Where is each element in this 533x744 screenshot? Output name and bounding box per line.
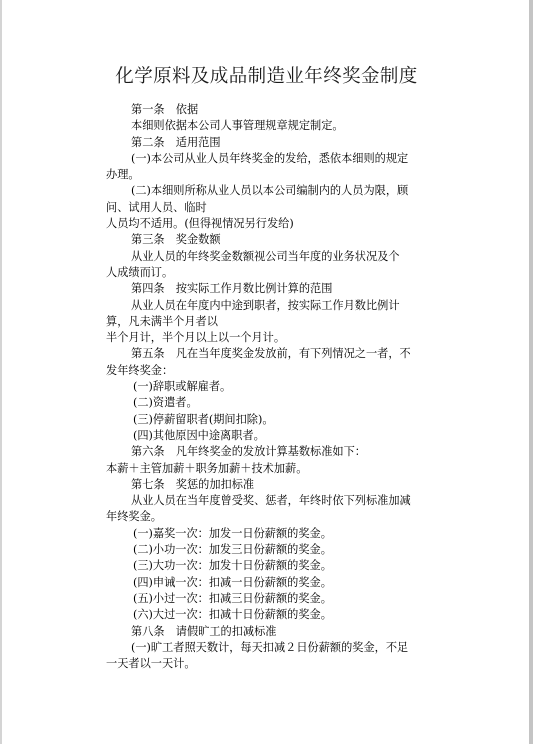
body-line: 发年终奖金： bbox=[106, 363, 174, 377]
body-line: 从业人员在年度内中途到职者，按实际工作月数比例计 bbox=[131, 298, 400, 312]
body-line: 本细则依据本公司人事管理规章规定制定。 bbox=[131, 119, 344, 133]
body-line: 第二条 适用范围 bbox=[131, 135, 221, 149]
body-line: 第三条 奖金数额 bbox=[131, 233, 221, 247]
body-line: 问、试用人员、临时 bbox=[106, 200, 207, 214]
body-line: (二)本细则所称从业人员以本公司编制内的人员为限，顾 bbox=[131, 184, 409, 198]
body-line: (一)辞职或解雇者。 bbox=[133, 380, 232, 394]
body-line: 从业人员的年终奖金数额视公司当年度的业务状况及个 bbox=[131, 249, 400, 263]
body-line: 办理。 bbox=[106, 168, 140, 182]
body-line: (二)资遣者。 bbox=[133, 396, 198, 410]
page-edge-left bbox=[0, 0, 2, 744]
body-line: (四)其他原因中途离职者。 bbox=[133, 428, 265, 442]
body-line: 半个月计，半个月以上以一个月计。 bbox=[106, 331, 286, 345]
body-line: 一天者以一天计。 bbox=[106, 657, 196, 671]
body-line: 人成绩而订。 bbox=[106, 265, 174, 279]
document-body bbox=[106, 102, 446, 672]
body-line: 第四条 按实际工作月数比例计算的范围 bbox=[131, 282, 333, 296]
body-line: 第七条 奖惩的加扣标准 bbox=[131, 477, 255, 491]
body-line: (二)小功一次：加发三日份薪额的奖金。 bbox=[133, 543, 332, 557]
body-line: (三)停薪留职者(期间扣除)。 bbox=[133, 412, 274, 426]
body-line: (六)大过一次：扣减十日份薪额的奖金。 bbox=[133, 608, 332, 622]
body-line: (一)本公司从业人员年终奖金的发给，悉依本细则的规定 bbox=[131, 151, 409, 165]
body-line: 人员均不适用。(但得视情况另行发给) bbox=[106, 217, 294, 231]
body-line: 第一条 依据 bbox=[131, 103, 199, 116]
body-line: (一)旷工者照天数计，每天扣减２日份薪额的奖金，不足 bbox=[131, 640, 409, 654]
body-line: 从业人员在当年度曾受奖、惩者，年终时依下列标准加减 bbox=[131, 494, 411, 508]
document-title: 化学原料及成品制造业年终奖金制度 bbox=[115, 66, 418, 87]
body-line: (四)申诫一次：扣减一日份薪额的奖金。 bbox=[133, 575, 332, 589]
body-line: 算，凡未满半个月者以 bbox=[106, 314, 218, 328]
body-line: (三)大功一次：加发十日份薪额的奖金。 bbox=[133, 559, 332, 573]
body-line: 第六条 凡年终奖金的发放计算基数标准如下： bbox=[131, 445, 366, 459]
body-line: 第八条 请假旷工的扣减标准 bbox=[131, 624, 277, 638]
body-line: (一)嘉奖一次：加发一日份薪额的奖金。 bbox=[133, 526, 332, 540]
body-line: 第五条 凡在当年度奖金发放前，有下列情况之一者，不 bbox=[131, 347, 411, 361]
body-line: (五)小过一次：扣减三日份薪额的奖金。 bbox=[133, 591, 332, 605]
body-line: 年终奖金。 bbox=[106, 510, 162, 524]
body-line: 本薪＋主管加薪＋职务加薪＋技术加薪。 bbox=[106, 461, 308, 475]
page-edge-right bbox=[529, 0, 533, 744]
